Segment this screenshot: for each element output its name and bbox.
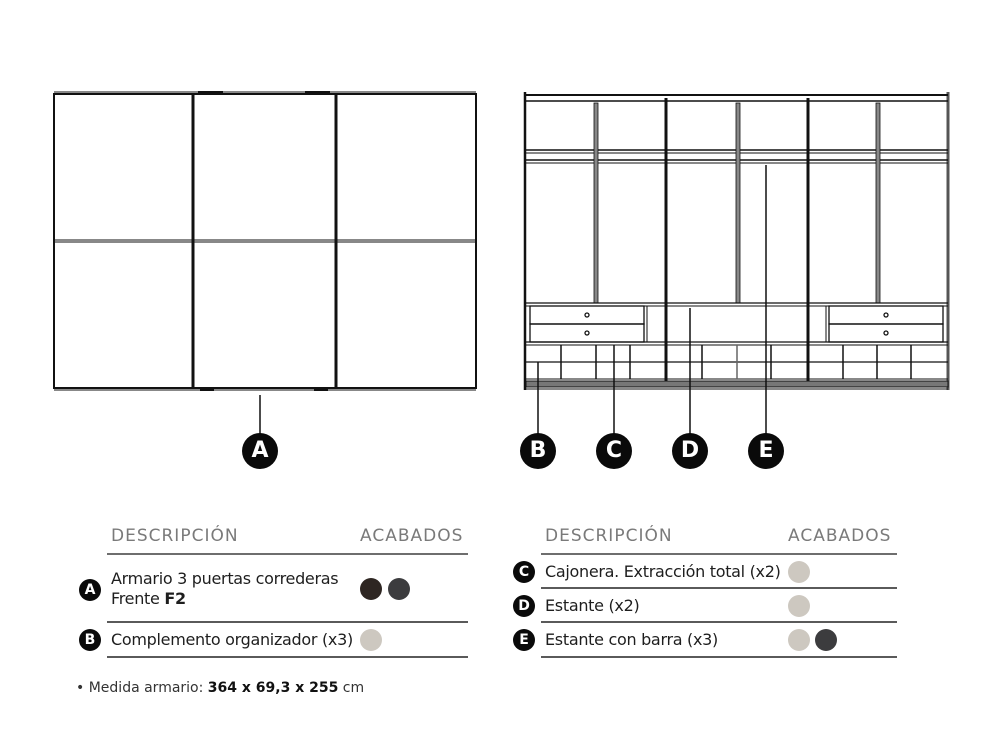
callout-e-badge: E [748, 433, 784, 469]
row-description: Estante con barra (x3) [545, 630, 718, 649]
row-divider [541, 656, 897, 658]
row-badge-c: C [513, 561, 535, 583]
header-description-right: DESCRIPCIÓN [545, 526, 673, 546]
header-rule-right [541, 553, 897, 555]
callout-a-badge: A [242, 433, 278, 469]
row-description-line1: Armario 3 puertas correderas [111, 569, 339, 588]
header-finishes-left: ACABADOS [360, 526, 464, 546]
row-divider [541, 621, 897, 623]
finish-swatch-light-grey [360, 629, 382, 651]
row-badge-e: E [513, 629, 535, 651]
row-description: Complemento organizador (x3) [111, 630, 353, 649]
row-badge-b: B [79, 629, 101, 651]
dimensions-label: Medida armario: [88, 680, 208, 696]
finish-swatch-dark-brown [360, 578, 382, 600]
row-divider [541, 587, 897, 589]
header-description-left: DESCRIPCIÓN [111, 526, 239, 546]
header-rule-left [107, 553, 468, 555]
callout-b-badge: B [520, 433, 556, 469]
bullet: • [76, 680, 85, 696]
row-description: Cajonera. Extracción total (x2) [545, 562, 781, 581]
finish-swatch-graphite [815, 629, 837, 651]
row-divider [107, 656, 468, 658]
row-description-line2 [111, 589, 338, 609]
front-view-drawing [54, 91, 476, 436]
row-description [111, 569, 338, 609]
dimensions-note [76, 680, 364, 696]
row-divider [107, 621, 468, 623]
row-badge-d: D [513, 595, 535, 617]
finish-swatch-graphite [388, 578, 410, 600]
row-badge-a: A [79, 579, 101, 601]
row-description: Estante (x2) [545, 596, 640, 615]
finish-swatch-light-grey [788, 629, 810, 651]
finish-swatch-light-grey [788, 561, 810, 583]
callout-d-badge: D [672, 433, 708, 469]
front-label: Frente [111, 589, 165, 608]
dimensions-unit: cm [338, 680, 365, 696]
dimensions-value: 364 x 69,3 x 255 [207, 680, 339, 696]
interior-view-drawing [525, 92, 948, 436]
callout-c-badge: C [596, 433, 632, 469]
front-code: F2 [164, 589, 186, 608]
header-finishes-right: ACABADOS [788, 526, 892, 546]
finish-swatch-light-grey [788, 595, 810, 617]
